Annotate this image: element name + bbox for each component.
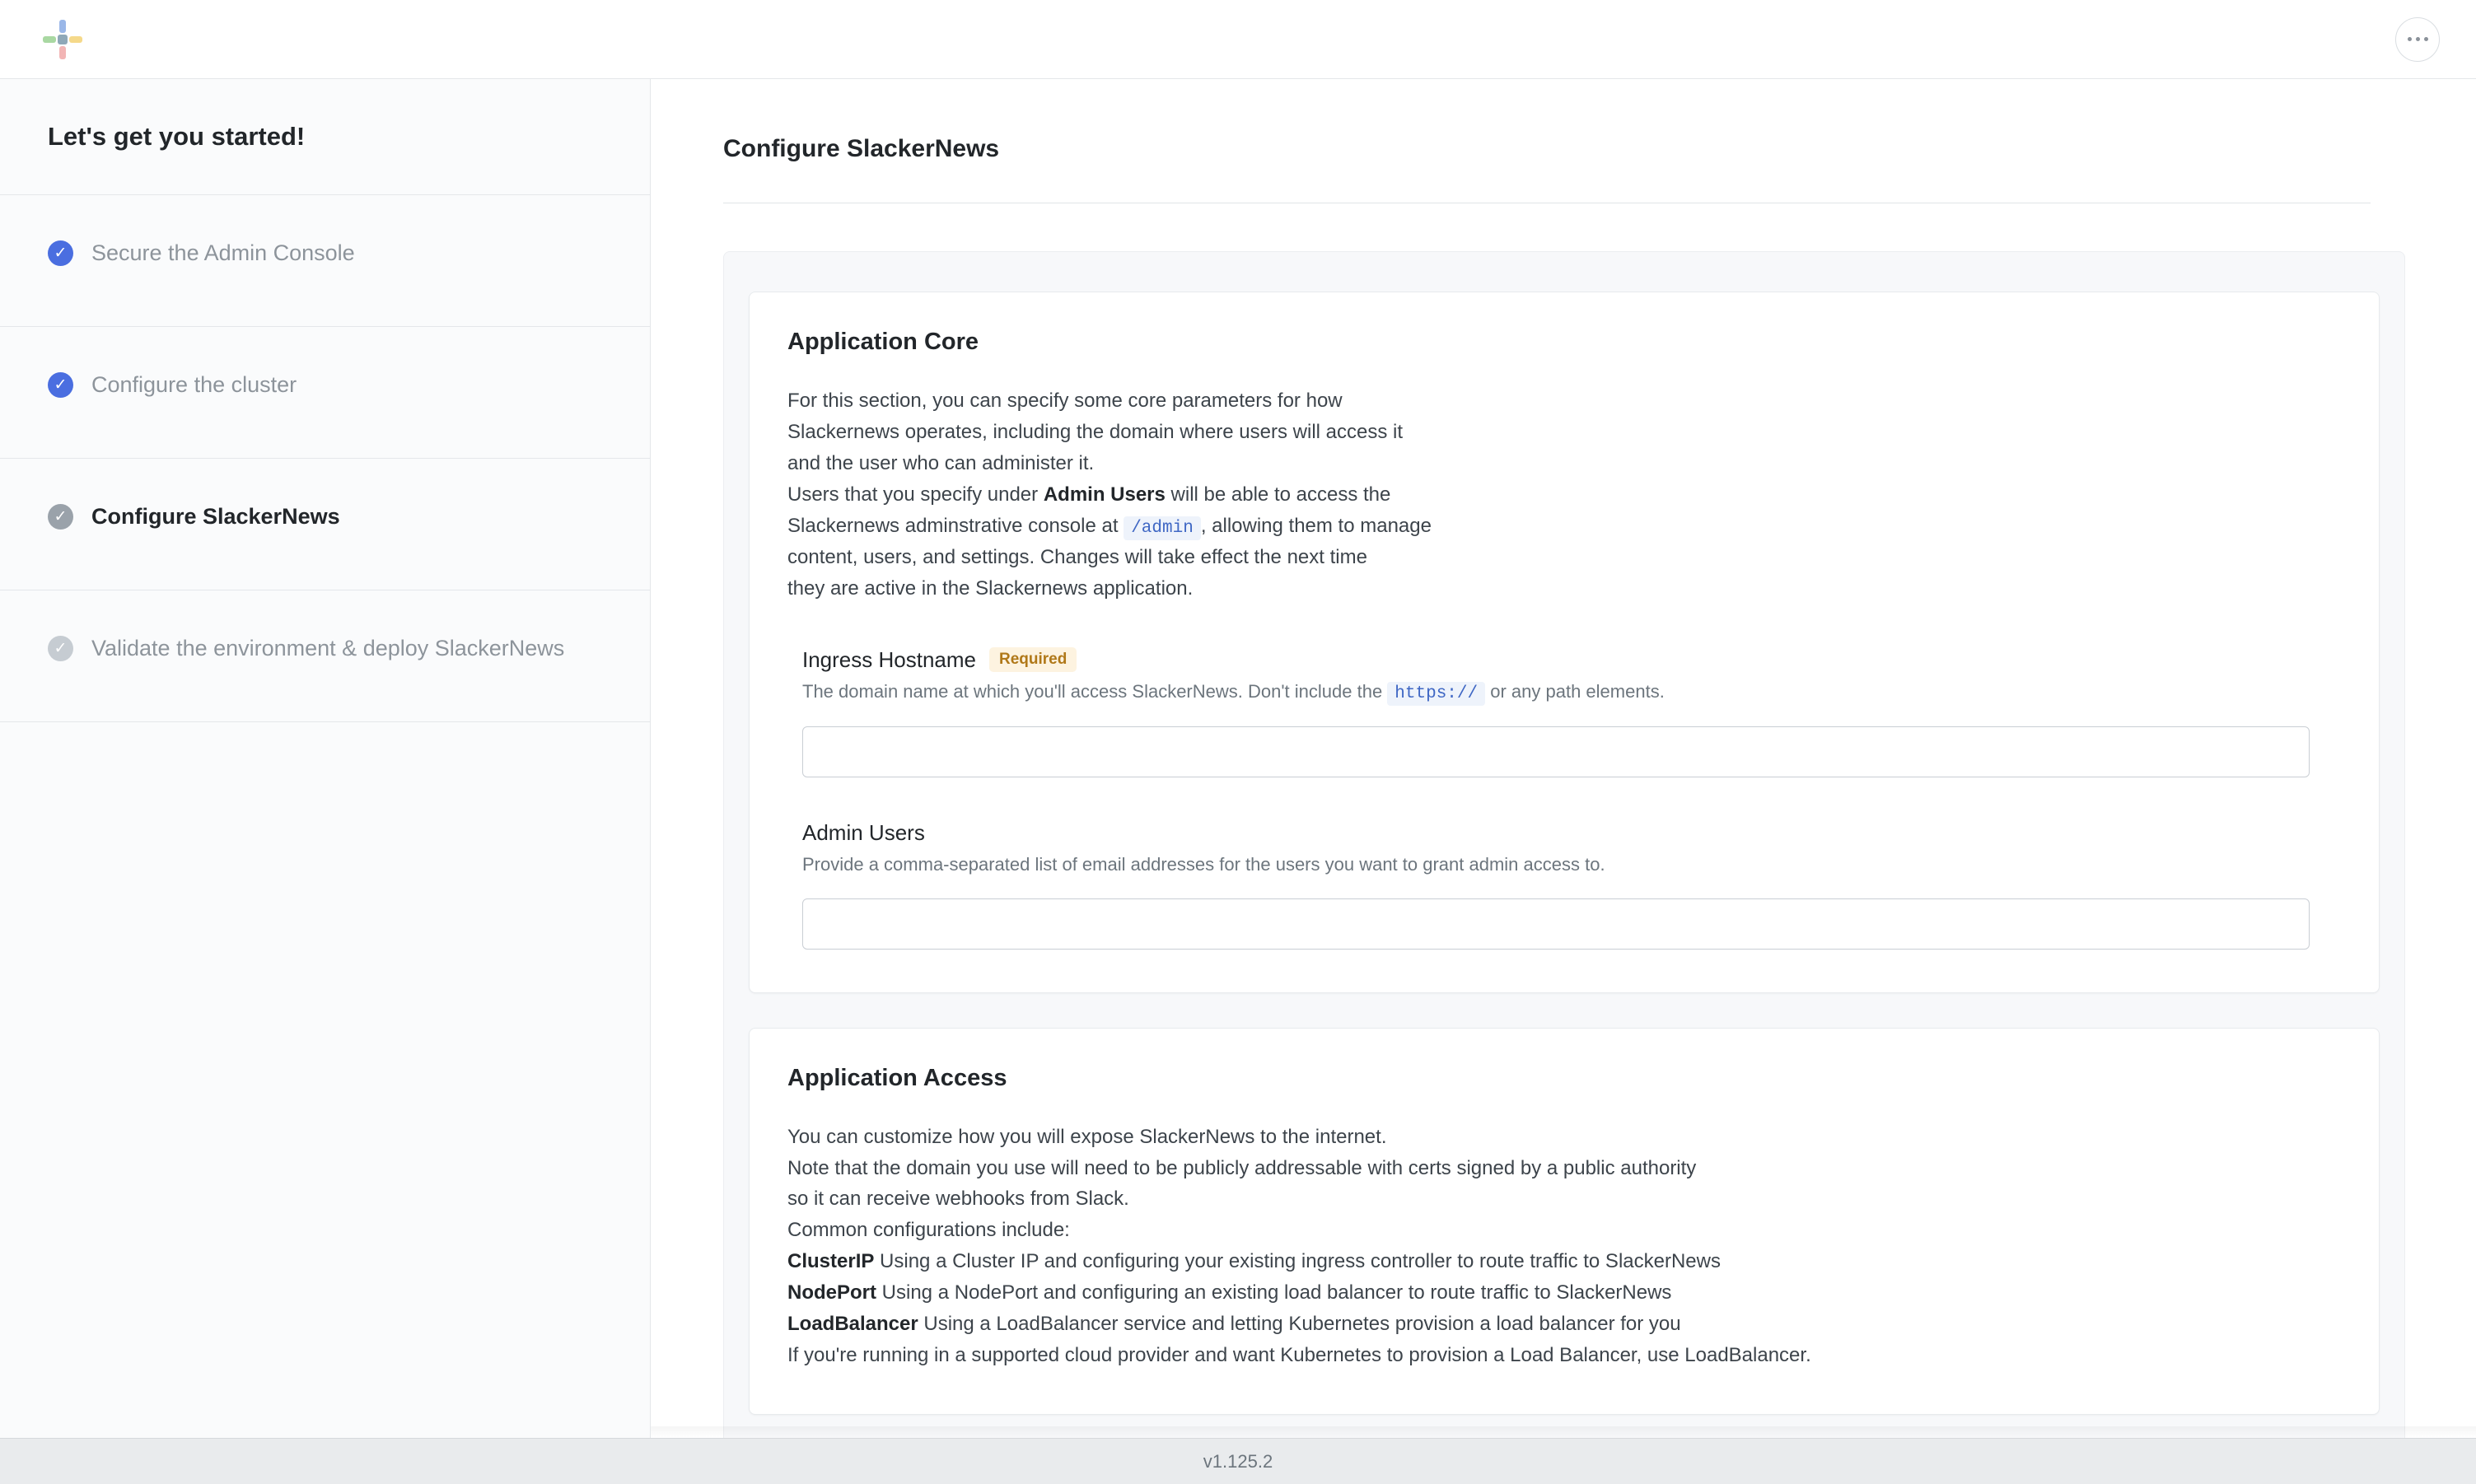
bullet-term: LoadBalancer bbox=[787, 1313, 918, 1336]
bullet-loadbalancer bbox=[787, 1309, 2341, 1340]
check-circle-icon: ✓ bbox=[48, 240, 73, 266]
ingress-hostname-input[interactable] bbox=[802, 726, 2310, 777]
application-core-title: Application Core bbox=[787, 329, 979, 355]
admin-path-code: /admin bbox=[1124, 516, 1201, 540]
footer-bar bbox=[0, 1438, 2476, 1484]
main-content bbox=[651, 79, 2476, 1438]
desc-text: Users that you specify under bbox=[787, 483, 1044, 506]
sidebar-step-label: Validate the environment & deploy SlackerNews bbox=[91, 636, 565, 660]
config-panel bbox=[723, 251, 2405, 1438]
required-badge: Required bbox=[989, 647, 1077, 672]
sidebar-step-configure-cluster[interactable] bbox=[0, 327, 650, 459]
bullet-term: ClusterIP bbox=[787, 1250, 875, 1273]
desc-text: Slackernews adminstrative console at bbox=[787, 514, 1124, 537]
overflow-menu-button[interactable] bbox=[2395, 17, 2440, 62]
desc-line: Slackernews operates, including the domain where users will access it bbox=[787, 420, 1404, 443]
desc-text: will be able to access the bbox=[1165, 483, 1391, 506]
sidebar-title: Let's get you started! bbox=[0, 79, 650, 195]
check-circle-icon: ✓ bbox=[48, 636, 73, 661]
admin-users-label-row bbox=[802, 820, 2341, 846]
desc-line: You can customize how you will expose SlackerNews to the internet. bbox=[787, 1125, 1387, 1148]
setup-sidebar bbox=[0, 79, 651, 1438]
help-text: or any path elements. bbox=[1485, 680, 1665, 702]
application-core-card bbox=[749, 292, 2380, 993]
application-access-description bbox=[787, 1122, 2341, 1371]
desc-line bbox=[787, 479, 2341, 511]
app-logo[interactable] bbox=[36, 13, 89, 66]
ingress-hostname-field bbox=[787, 647, 2341, 777]
bullet-text: Using a Cluster IP and configuring your existing ingress controller to route traffic to SlackerNews bbox=[874, 1250, 1721, 1273]
desc-line: content, users, and settings. Changes will take effect the next time bbox=[787, 545, 1367, 568]
admin-users-label: Admin Users bbox=[802, 819, 925, 845]
admin-users-help: Provide a comma-separated list of email addresses for the users you want to grant admin access to. bbox=[802, 853, 1605, 875]
admin-users-input[interactable] bbox=[802, 898, 2310, 950]
ingress-hostname-help bbox=[802, 681, 2341, 703]
admin-users-field bbox=[787, 820, 2341, 950]
content-scroll-shadow bbox=[651, 1426, 2476, 1438]
top-bar bbox=[0, 0, 2476, 79]
sidebar-step-configure-slackernews[interactable] bbox=[0, 459, 650, 590]
sidebar-step-validate-and-deploy[interactable] bbox=[0, 590, 650, 722]
bullet-term: NodePort bbox=[787, 1281, 876, 1304]
sidebar-step-label: Secure the Admin Console bbox=[91, 240, 355, 265]
sidebar-step-secure-admin-console[interactable] bbox=[0, 195, 650, 327]
desc-text: , allowing them to manage bbox=[1200, 514, 1432, 537]
desc-line: Common configurations include: bbox=[787, 1219, 1070, 1242]
https-code: https:// bbox=[1387, 682, 1485, 706]
kebab-menu-icon bbox=[2408, 37, 2428, 41]
application-core-description bbox=[787, 385, 2341, 604]
version-label: v1.125.2 bbox=[1203, 1450, 1273, 1472]
desc-bold-admin-users: Admin Users bbox=[1043, 483, 1166, 506]
bullet-text: Using a NodePort and configuring an existing load balancer to route traffic to SlackerNews bbox=[876, 1281, 1672, 1304]
application-access-card bbox=[749, 1028, 2380, 1415]
ingress-hostname-label: Ingress Hostname bbox=[802, 646, 976, 672]
desc-line: and the user who can administer it. bbox=[787, 451, 1095, 474]
desc-line: Note that the domain you use will need to be publicly addressable with certs signed by a public authority bbox=[787, 1156, 1697, 1179]
sidebar-step-label: Configure SlackerNews bbox=[91, 504, 340, 529]
help-text: The domain name at which you'll access SlackerNews. Don't include the bbox=[802, 680, 1388, 702]
replicated-cross-logo-icon bbox=[40, 16, 86, 63]
check-circle-icon: ✓ bbox=[48, 504, 73, 530]
application-access-title: Application Access bbox=[787, 1064, 1007, 1091]
desc-line: they are active in the Slackernews application. bbox=[787, 576, 1194, 600]
page-title: Configure SlackerNews bbox=[723, 135, 1000, 162]
bullet-clusterip bbox=[787, 1246, 2341, 1277]
sidebar-step-label: Configure the cluster bbox=[91, 372, 297, 397]
check-circle-icon: ✓ bbox=[48, 372, 73, 398]
desc-line: If you're running in a supported cloud provider and want Kubernetes to provision a Load Balancer, use LoadBalancer. bbox=[787, 1343, 1811, 1366]
desc-line bbox=[787, 511, 2341, 542]
bullet-text: Using a LoadBalancer service and letting Kubernetes provision a load balancer for you bbox=[918, 1313, 1681, 1336]
desc-line: For this section, you can specify some core parameters for how bbox=[787, 390, 1343, 412]
bullet-nodeport bbox=[787, 1277, 2341, 1309]
desc-line: so it can receive webhooks from Slack. bbox=[787, 1188, 1129, 1211]
ingress-hostname-label-row bbox=[802, 647, 2341, 673]
